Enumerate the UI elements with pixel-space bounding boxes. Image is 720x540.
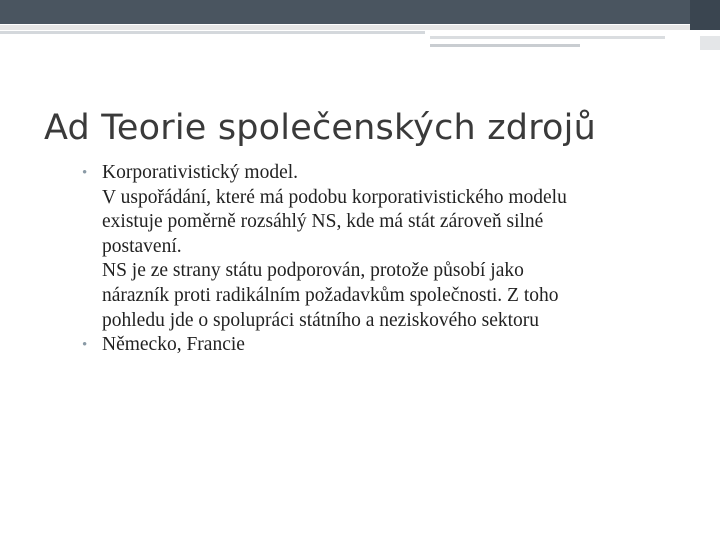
decorative-line (700, 36, 720, 50)
bullet-list (82, 161, 662, 358)
bullet-text-line: nárazník proti radikálním požadavkům společnosti. Z toho (102, 284, 559, 306)
decorative-line (430, 44, 580, 47)
bullet-text-line: Korporativistický model. (102, 162, 299, 183)
decorative-line (0, 25, 690, 30)
bullet-text-line: pohledu jde o spolupráci státního a neziskového sektoru (102, 309, 540, 331)
bullet-item-corporatist-model (82, 161, 662, 333)
bullet-icon: • (82, 165, 88, 181)
bullet-text-line: NS je ze strany státu podporován, protože působí jako (102, 260, 524, 282)
bullet-text-line: existuje poměrně rozsáhlý NS, kde má stát zároveň silné (102, 211, 544, 233)
bullet-item-countries (82, 333, 662, 358)
decorative-line (0, 31, 425, 34)
header-bar-corner (690, 0, 720, 30)
header-bar (0, 0, 720, 24)
bullet-text-line: V uspořádání, které má podobu korporativistického modelu (102, 186, 567, 208)
bullet-icon: • (82, 337, 88, 354)
bullet-text-line: Německo, Francie (102, 334, 245, 356)
decorative-line (430, 36, 665, 39)
slide-title: Ad Teorie společenských zdrojů (44, 108, 596, 148)
bullet-text-line: postavení. (102, 235, 182, 257)
